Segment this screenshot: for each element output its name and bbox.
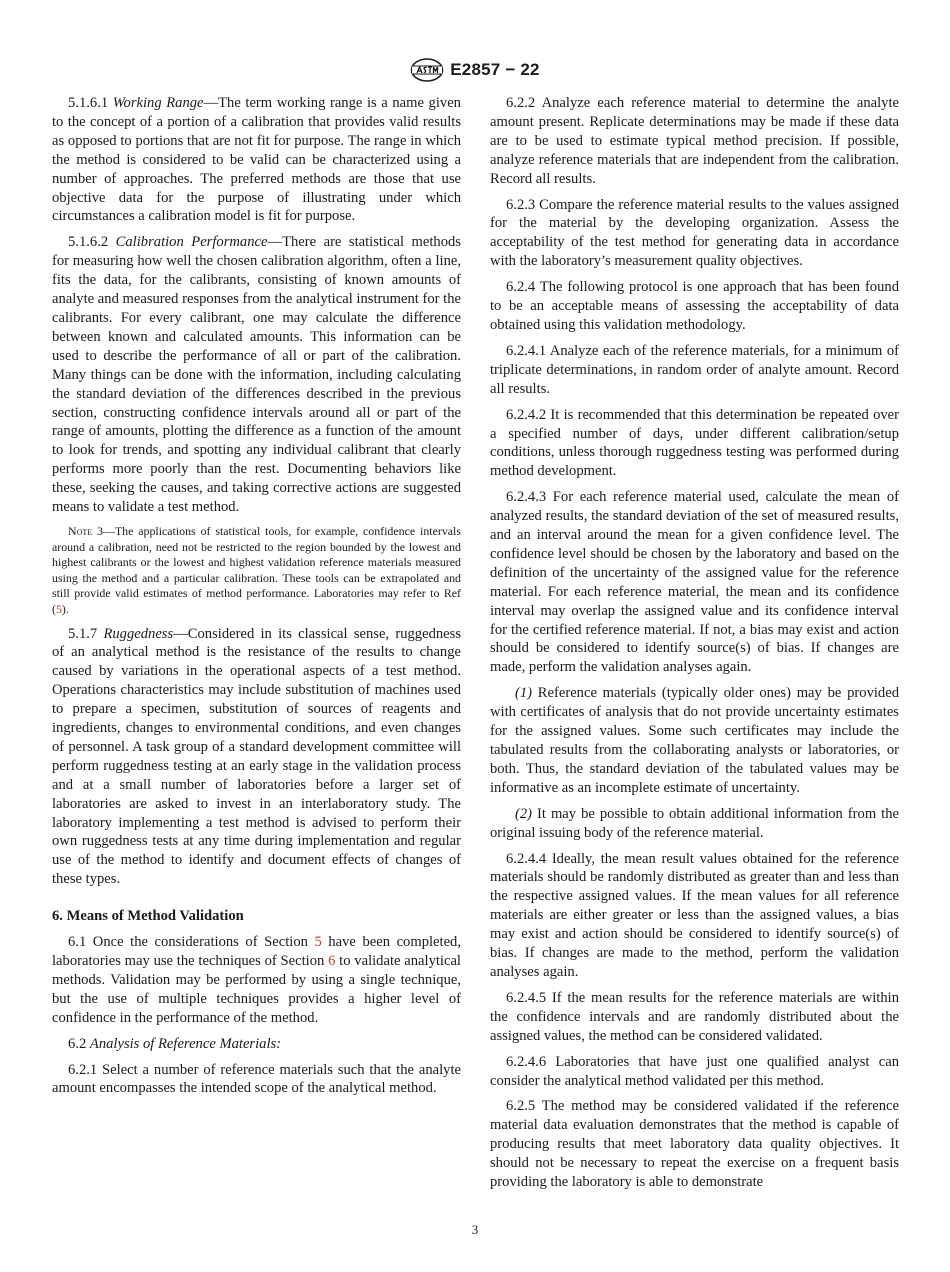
paragraph-6-2-5: 6.2.5 The method may be considered validated if the reference material data evaluation demonstrates that the method is capable of producing results that meet laboratory data quality objectives. It should not be necessary to repeat the exercise on a frequent basis providing the laboratory is able to demonstrate [490,1098,899,1191]
reference-link-5[interactable]: 5 [55,601,62,616]
section-heading: 6. Means of Method Validation [52,908,244,925]
paragraph-6-2-4: 6.2.4 The following protocol is one approach that has been found to be an acceptable means of assessing the acceptability of data obtained using this validation methodology. [490,279,899,333]
list-item-1: (1) Reference materials (typically older ones) may be provided with certificates of analysis that do not provide uncertainty estimates for the assigned values. Some such certificates may include the tabulated results from the collaborating analysts or laboratories, or both. Thus, the standard deviation of the tabulated values may be informative as an incomplete estimate of uncertainty. [490,685,899,796]
paragraph-6-2-4-6: 6.2.4.6 Laboratories that have just one qualified analyst can consider the analytical method validated per this method. [490,1053,899,1089]
paragraph-6-2-4-1: 6.2.4.1 Analyze each of the reference materials, for a minimum of triplicate determinations, in random order of analyte amount. Record all results. [490,342,899,397]
paragraph-6-2-4-2: 6.2.4.2 It is recommended that this determination be repeated over a specified number of days, under different calibration/setup conditions, unless thorough ruggedness testing was performed during method development. [490,406,899,480]
paragraph-6-2-4-4: 6.2.4.4 Ideally, the mean result values obtained for the reference materials should be randomly distributed as greater than and less than the respective assigned values. If the mean values for all reference materials are either greater or less than the assigned values, a bias may exist and action should be considered to identify source(s) of bias. If changes are made to the method, perform the validation analyses again. [490,850,899,980]
paragraph-6-1: 6.1 Once the considerations of Section 5 have been completed, laboratories may use the techniques of Section 6 to validate analytical methods. Validation may be performed by using a single technique, but the use of multiple techniques provides a higher level of confidence in the performance of the method. [52,934,462,1026]
paragraph-6-2-2: 6.2.2 Analyze each reference material to determine the analyte amount present. Replicate determinations may be made if these data are to be used to estimate typical method precision. If possible, analyze reference materials that are independent from the calibration. Record all results. [490,95,899,187]
list-item-2: (2) It may be possible to obtain additional information from the original issuing body of the reference material. [490,805,899,841]
section-link-5[interactable]: 5 [314,934,322,951]
left-column [52,94,461,1105]
note-3: Note 3—The applications of statistical tools, for example, confidence intervals around a calibration, need not be restricted to the region bounded by the lowest and highest calibrants or the lowest and highest validation reference materials measured using the method and a particular calibration. These tools can be extrapolated and still provide valid estimates of method performance. Laboratories may refer to Ref (5). [52,523,461,616]
paragraph-5-1-7: 5.1.7 Ruggedness—Considered in its classical sense, ruggedness of an analytical method is the resistance of the results to change caused by variations in the operational aspects of a test method. Operations characteristics may include substitution of machines used to prepare a specimen, substitution of sources of reagents and ingredients, changes to environmental conditions, and even changes of personnel. A task group of a standard development committee will perform ruggedness testing at an early stage in the validation process and at a small number of laboratories before a larger set of laboratories are asked to invest in an interlaboratory study. The laboratory implementing a test method is advised to perform their own ruggedness tests at any time during implementation and regular use of the method to identify and document effects of changes of these types. [52,625,462,888]
paragraph-6-2-4-3: 6.2.4.3 For each reference material used, calculate the mean of analyzed results, the standard deviation of the set of measured results, and an interval around the mean for a given confidence level. The confidence level should be chosen by the laboratory and based on the definition of the uncertainty of the assigned value for the reference material. For each reference material, the mean and its confidence interval may overlap the assigned value and its confidence interval for the certified reference material. If not, a bias may exist and action should be considered to identify source(s) of bias. If changes are made, perform the validation analyses again. [490,489,899,676]
right-column [490,94,899,1199]
paragraph-5-1-6-2: 5.1.6.2 Calibration Performance—There are statistical methods for measuring how well the chosen calibration algorithm, often a line, fits the data, for the calibrants, consisting of known amounts of analyte and measured responses from the analytical instrument for the calibrants. For every calibrant, one may calculate the difference between known and calculated amounts. This information can be used to describe the performance of all or part of the calibration. Many things can be done with the information, including calculating the standard deviation of the differences described in the previous section, constructing confidence intervals around all or part of the range of amounts, plotting the difference as a function of the amount to look for trends, and spotting any individual calibrant that clearly performs more poorly than the rest. Documenting behaviors like these, seeking the causes, and taking corrective actions are suggested means to validate a test method. [52,234,461,516]
page-number: 3 [471,1222,479,1237]
paragraph-6-2-3: 6.2.3 Compare the reference material results to the values assigned for the material by the developing organization. Assess the acceptability of the test method for generating data in accordance with the laboratory’s measurement quality objectives. [490,196,899,270]
paragraph-6-2: 6.2 Analysis of Reference Materials: [68,1035,282,1052]
page-header [0,57,950,83]
astm-logo-icon [410,58,444,82]
section-link-6[interactable]: 6 [328,953,336,969]
paragraph-5-1-6-1: 5.1.6.1 Working Range—The term working range is a name given to the concept of a portion of a calibration that provides valid results as opposed to portions that are not fit for purpose. The range in which the method is considered to be valid can be characterized using a number of approaches. The preferred methods are those that use objective data for the purpose of illustrating under which circumstances a calibration model is fit for purpose. [52,95,461,225]
standard-designation: E2857 − 22 [450,60,540,79]
paragraph-6-2-1: 6.2.1 Select a number of reference materials such that the analyte amount encompasses the intended scope of the analytical method. [52,1061,461,1097]
paragraph-6-2-4-5: 6.2.4.5 If the mean results for the reference materials are within the confidence intervals and are randomly distributed about the assigned values, the method can be considered validated. [490,989,899,1044]
